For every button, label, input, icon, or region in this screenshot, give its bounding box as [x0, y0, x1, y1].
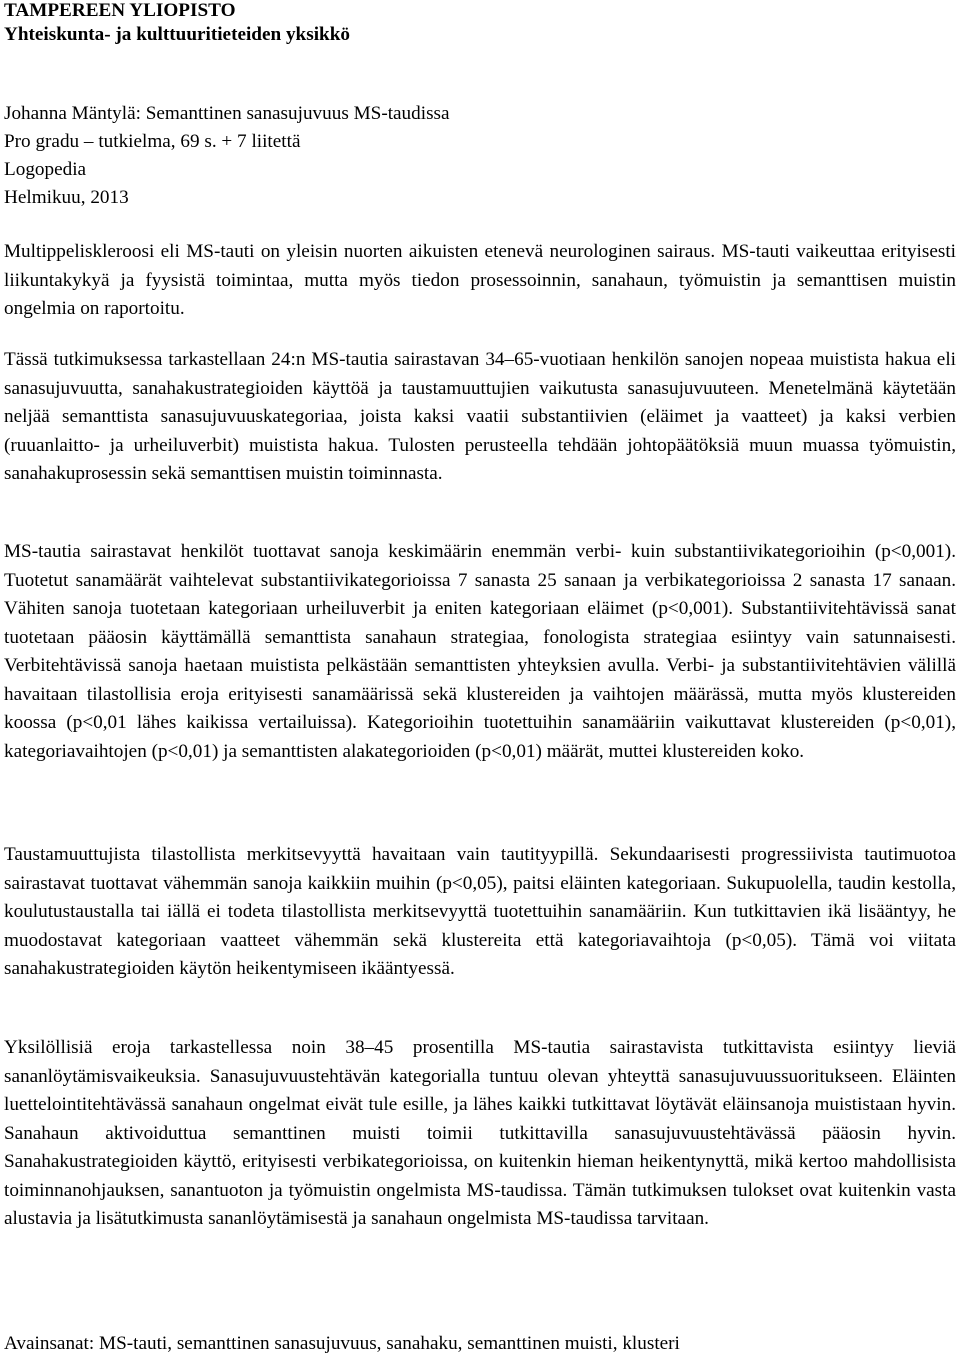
university-name: TAMPEREEN YLIOPISTO — [4, 0, 236, 21]
abstract-paragraph-1: Multippeliskleroosi eli MS-tauti on yleisin nuorten aikuisten etenevä neurologinen sairaus. MS-tauti vaikeuttaa erityisesti liikuntakykyä ja fyysistä toimintaa, mutta myös tiedon prosessoinnin, sanahaun, työmuistin ja semanttisen muistin ongelmia on raportoitu. — [4, 241, 956, 319]
unit-name: Yhteiskunta- ja kulttuuritieteiden yksikkö — [4, 24, 350, 45]
abstract-paragraph-3: MS-tautia sairastavat henkilöt tuottavat sanoja keskimäärin enemmän verbi- kuin substantiivikategorioihin (p<0,001). Tuotetut sanamäärät vaihtelevat substantiivikategorioissa 7 sanasta 25 sanaan ja verbikategorioissa 2 sanasta 17 sanaan. Vähiten sanoja tuotetaan kategoriaan urheiluverbit ja eniten kategoriaan eläimet (p<0,001). Substantiivitehtävissä sanat tuotetaan pääosin käyttämällä semanttista sanahaun strategiaa, fonologista strategiaa esiintyy vain satunnaisesti. Verbitehtävissä sanoja haetaan muistista pelkästään semanttisten yhteyksien avulla. Verbi- ja substantiivitehtävien välillä havaitaan tilastollisia eroja erityisesti sanamäärissä sekä klustereiden ja vaihtojen määrässä, mutta myös klustereiden koossa (p<0,01 lähes kaikissa vertailuissa). Kategorioihin tuotettuihin sanamääriin vaikuttavat klustereiden (p<0,01), kategoriavaihtojen (p<0,01) ja semanttisten alakategorioiden (p<0,01) määrät, muttei klustereiden koko. — [4, 541, 956, 762]
abstract-paragraph-2: Tässä tutkimuksessa tarkastellaan 24:n MS-tautia sairastavan 34–65-vuotiaan henkilön sanojen nopeaa muistista hakua eli sanasujuvuutta, sanahakustrategioiden käyttöä ja taustamuuttujien vaikutusta sanasujuvuuteen. Menetelmänä käytetään neljää semanttista sanasujuvuuskategoriaa, joista kaksi vaatii substantiivien (eläimet ja vaatteet) ja kaksi verbien (ruuanlaitto- ja urheiluverbit) muistista hakua. Tulosten perusteella tehdään johtopäätöksiä muun muassa työmuistin, sanahakuprosessin sekä semanttisen muistin toiminnasta. — [4, 349, 956, 484]
keywords: Avainsanat: MS-tauti, semanttinen sanasujuvuus, sanahaku, semanttinen muisti, klusteri — [4, 1333, 680, 1354]
thesis-date: Helmikuu, 2013 — [4, 187, 129, 208]
abstract-paragraph-5: Yksilöllisiä eroja tarkastellessa noin 38–45 prosentilla MS-tautia sairastavista tutkittavista esiintyy lieviä sananlöytämisvaikeuksia. Sanasujuvuustehtävän kategorialla tuntuu olevan yhteyttä sanasujuvuussuoritukseen. Eläinten luettelointitehtävässä sanahaun ongelmat eivät tule esille, ja lähes kaikki tutkittavat löytävät eläinsanoja muististaan hyvin. Sanahaun aktivoiduttua semanttinen muisti toimii tutkittavilla sanasujuvuustehtävässä pääosin hyvin. Sanahakustrategioiden käyttö, erityisesti verbikategorioissa, on kuitenkin hieman heikentynyttä, mikä kertoo mahdollisista toiminnanohjauksen, sanantuoton ja työmuistin ongelmista MS-taudissa. Tämän tutkimuksen tulokset ovat kuitenkin vasta alustavia ja lisätutkimusta sananlöytämisestä ja sanahaun ongelmista MS-taudissa tarvitaan. — [4, 1037, 956, 1229]
thesis-info: Pro gradu – tutkielma, 69 s. + 7 liitettä — [4, 131, 301, 152]
thesis-author-title: Johanna Mäntylä: Semanttinen sanasujuvuus MS-taudissa — [4, 103, 450, 124]
thesis-subject: Logopedia — [4, 159, 87, 180]
abstract-paragraph-4: Taustamuuttujista tilastollista merkitsevyyttä havaitaan vain tautityypillä. Sekundaarisesti progressiivista tautimuotoa sairastavat tuottavat vähemmän sanoja kaikkiin muihin (p<0,05), paitsi eläinten kategoriaan. Sukupuolella, taudin kestolla, koulutustaustalla tai iällä ei todeta tilastollista merkitsevyyttä tuotettuihin sanamääriin. Kun tutkittavien ikä lisääntyy, he muodostavat kategoriaan vaatteet vähemmän sekä klustereita että kategoriavaihtoja (p<0,05). Tämä voi viitata sanahakustrategioiden käytön heikentymiseen ikääntyessä. — [4, 844, 956, 979]
